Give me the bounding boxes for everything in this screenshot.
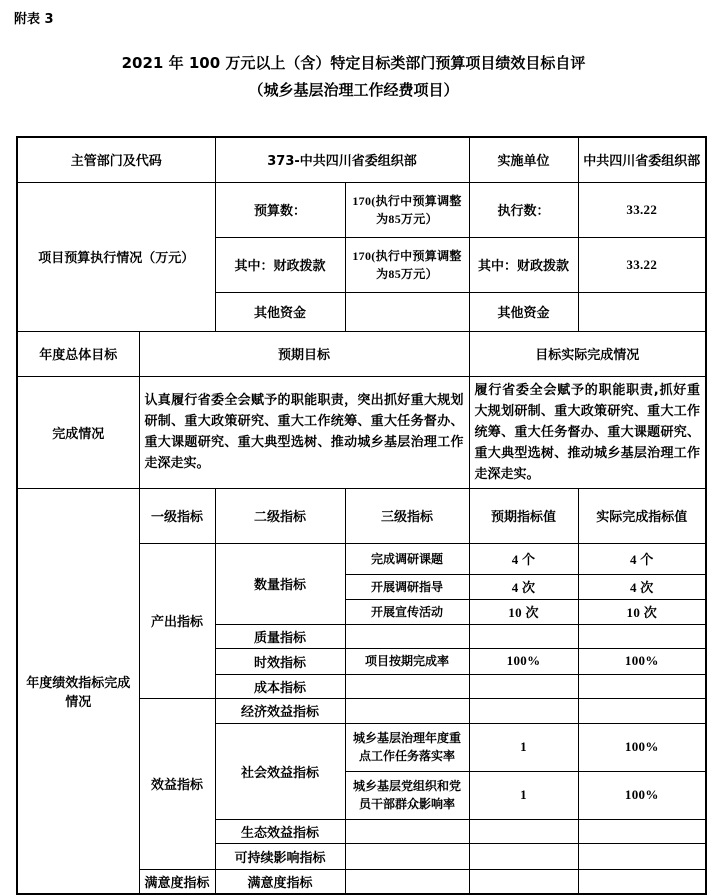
- quantity-3-name: 开展宣传活动: [345, 599, 469, 624]
- empty-cell: [469, 674, 578, 698]
- empty-cell: [345, 843, 469, 869]
- satisfaction-level2-label: 满意度指标: [215, 869, 345, 894]
- social-1-name: 城乡基层治理年度重点工作任务落实率: [345, 723, 469, 771]
- social-2-name: 城乡基层党组织和党员干部群众影响率: [345, 771, 469, 819]
- quantity-3-expected: 10 次: [469, 599, 578, 624]
- other-funds-budget-label: 其他资金: [215, 292, 345, 331]
- page-title-line1: 2021 年 100 万元以上（含）特定目标类部门预算项目绩效目标自评: [121, 54, 586, 72]
- quantity-2-actual: 4 次: [578, 574, 706, 599]
- other-funds-budget-value: [345, 292, 469, 331]
- page-title-line2: （城乡基层治理工作经费项目）: [248, 81, 459, 99]
- quality-indicator-label: 质量指标: [215, 624, 345, 648]
- empty-cell: [578, 843, 706, 869]
- other-funds-exec-value: [578, 292, 706, 331]
- empty-cell: [469, 698, 578, 723]
- exec-amount-value: 33.22: [578, 182, 706, 237]
- level3-header: 三级指标: [345, 488, 469, 543]
- dept-code-value: 373-中共四川省委组织部: [215, 137, 469, 182]
- empty-cell: [345, 698, 469, 723]
- table-row-indicator-header: [17, 488, 706, 543]
- budget-exec-section-label: 项目预算执行情况（万元）: [17, 182, 215, 331]
- quantity-2-expected: 4 次: [469, 574, 578, 599]
- social-2-actual: 100%: [578, 771, 706, 819]
- empty-cell: [345, 819, 469, 843]
- empty-cell: [469, 624, 578, 648]
- satisfaction-level1-label: 满意度指标: [139, 869, 215, 894]
- empty-cell: [578, 869, 706, 894]
- actual-value-header: 实际完成指标值: [578, 488, 706, 543]
- impl-unit-label: 实施单位: [469, 137, 578, 182]
- empty-cell: [578, 698, 706, 723]
- empty-cell: [469, 819, 578, 843]
- level1-header: 一级指标: [139, 488, 215, 543]
- benefit-indicator-label: 效益指标: [139, 698, 215, 869]
- empty-cell: [578, 819, 706, 843]
- empty-cell: [578, 674, 706, 698]
- empty-cell: [345, 624, 469, 648]
- table-row-annual-goal-header: [17, 331, 706, 376]
- performance-self-eval-table: [16, 136, 707, 895]
- budget-amount-label: 预算数：: [215, 182, 345, 237]
- quantity-3-actual: 10 次: [578, 599, 706, 624]
- table-row-completion: [17, 376, 706, 488]
- empty-cell: [345, 869, 469, 894]
- page-title: [0, 50, 707, 104]
- social-2-expected: 1: [469, 771, 578, 819]
- quantity-2-name: 开展调研指导: [345, 574, 469, 599]
- social-1-expected: 1: [469, 723, 578, 771]
- ecological-indicator-label: 生态效益指标: [215, 819, 345, 843]
- fiscal-exec-label: 其中：财政拨款: [469, 237, 578, 292]
- impl-unit-value: 中共四川省委组织部: [578, 137, 706, 182]
- empty-cell: [345, 674, 469, 698]
- exec-amount-label: 执行数：: [469, 182, 578, 237]
- quantity-1-expected: 4 个: [469, 543, 578, 574]
- fiscal-budget-value: 170(执行中预算调整为85万元）: [345, 237, 469, 292]
- cost-indicator-label: 成本指标: [215, 674, 345, 698]
- sustainable-indicator-label: 可持续影响指标: [215, 843, 345, 869]
- quantity-indicator-label: 数量指标: [215, 543, 345, 624]
- doc-attachment-label: 附表 3: [14, 12, 54, 27]
- quantity-1-actual: 4 个: [578, 543, 706, 574]
- table-row-budget: [17, 182, 706, 237]
- completion-row-label: 完成情况: [17, 376, 139, 488]
- expected-value-header: 预期指标值: [469, 488, 578, 543]
- budget-amount-value: 170(执行中预算调整为85万元）: [345, 182, 469, 237]
- table-row-department: [17, 137, 706, 182]
- indicator-section-label: 年度绩效指标完成情况: [17, 488, 139, 894]
- timeliness-actual: 100%: [578, 648, 706, 674]
- annual-goal-header-label: 年度总体目标: [17, 331, 139, 376]
- actual-goal-header: 目标实际完成情况: [469, 331, 706, 376]
- dept-code-label: 主管部门及代码: [17, 137, 215, 182]
- quantity-1-name: 完成调研课题: [345, 543, 469, 574]
- timeliness-name: 项目按期完成率: [345, 648, 469, 674]
- other-funds-exec-label: 其他资金: [469, 292, 578, 331]
- output-indicator-label: 产出指标: [139, 543, 215, 698]
- fiscal-exec-value: 33.22: [578, 237, 706, 292]
- economic-indicator-label: 经济效益指标: [215, 698, 345, 723]
- empty-cell: [469, 869, 578, 894]
- actual-goal-text: 履行省委全会赋予的职能职责,抓好重大规划研制、重大政策研究、重大工作统筹、重大任务督办、重大课题研究、重大典型选树、推动城乡基层治理工作走深走实。: [469, 376, 706, 488]
- expected-goal-text: 认真履行省委全会赋予的职能职责，突出抓好重大规划研制、重大政策研究、重大工作统筹、重大任务督办、重大课题研究、重大典型选树、推动城乡基层治理工作走深走实。: [139, 376, 469, 488]
- expected-goal-header: 预期目标: [139, 331, 469, 376]
- empty-cell: [578, 624, 706, 648]
- timeliness-expected: 100%: [469, 648, 578, 674]
- level2-header: 二级指标: [215, 488, 345, 543]
- social-indicator-label: 社会效益指标: [215, 723, 345, 819]
- social-1-actual: 100%: [578, 723, 706, 771]
- empty-cell: [469, 843, 578, 869]
- timeliness-indicator-label: 时效指标: [215, 648, 345, 674]
- fiscal-budget-label: 其中：财政拨款: [215, 237, 345, 292]
